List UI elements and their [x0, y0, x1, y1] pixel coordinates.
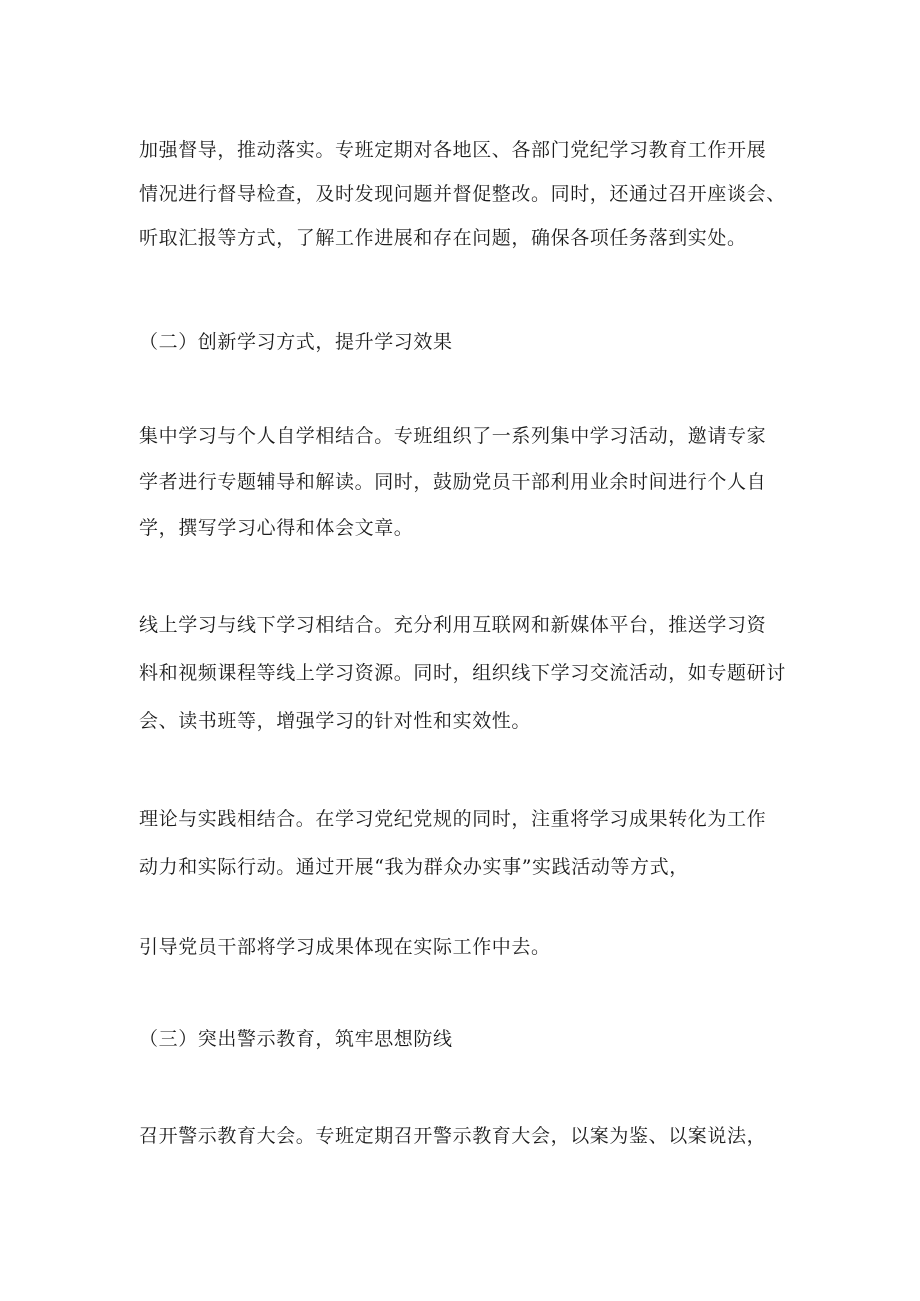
paragraph-online-line-3: 会、读书班等，增强学习的针对性和实效性。	[139, 710, 532, 732]
paragraph-supervision-line-2: 情况进行督导检查，及时发现问题并督促整改。同时，还通过召开座谈会、	[139, 183, 786, 205]
paragraph-theory-line-1: 理论与实践相结合。在学习党纪党规的同时，注重将学习成果转化为工作	[139, 808, 767, 830]
paragraph-online-line-2: 料和视频课程等线上学习资源。同时，组织线下学习交流活动，如专题研讨	[139, 662, 786, 684]
paragraph-centralized-line-2: 学者进行专题辅导和解读。同时，鼓励党员干部利用业余时间进行个人自	[139, 471, 767, 493]
paragraph-centralized-line-1: 集中学习与个人自学相结合。专班组织了一系列集中学习活动，邀请专家	[139, 425, 767, 447]
section-heading-3: （三）突出警示教育，筑牢思想防线	[139, 1028, 453, 1050]
paragraph-centralized-line-3: 学，撰写学习心得和体会文章。	[139, 517, 414, 539]
paragraph-supervision-line-3: 听取汇报等方式，了解工作进展和存在问题，确保各项任务落到实处。	[139, 227, 747, 249]
paragraph-online-line-1: 线上学习与线下学习相结合。充分利用互联网和新媒体平台，推送学习资	[139, 614, 767, 636]
paragraph-warning-line-1: 召开警示教育大会。专班定期召开警示教育大会，以案为鉴、以案说法，	[139, 1125, 767, 1147]
paragraph-theory-line-2: 动力和实际行动。通过开展“我为群众办实事”实践活动等方式，	[139, 856, 689, 878]
section-heading-2: （二）创新学习方式，提升学习效果	[139, 331, 453, 353]
paragraph-theory-line-3: 引导党员干部将学习成果体现在实际工作中去。	[139, 936, 551, 958]
paragraph-supervision-line-1: 加强督导，推动落实。专班定期对各地区、各部门党纪学习教育工作开展	[139, 139, 767, 161]
